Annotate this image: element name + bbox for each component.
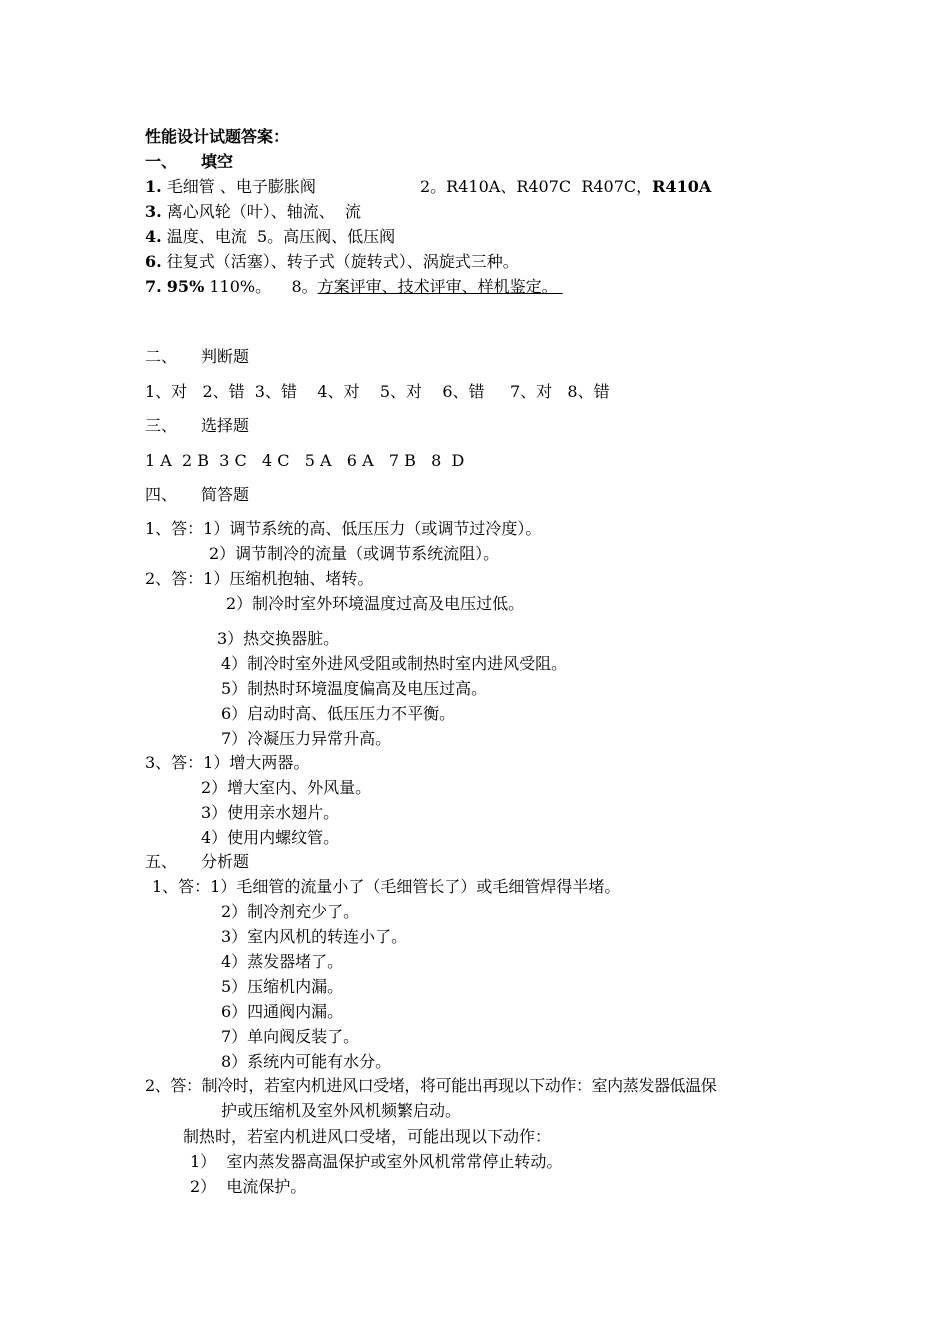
fill-line-5-number: 7. [145, 277, 162, 296]
fill-line-3 [145, 227, 395, 247]
analysis-line: 3）室内风机的转连小了。 [221, 927, 408, 946]
section-2-number: 二、 [145, 347, 178, 366]
fill-line-4 [145, 252, 519, 272]
short-answer-line: 2、答：1）压缩机抱轴、堵转。 [145, 569, 374, 588]
fill-line-1-answer-2-text: 2。R410A、R407C R407C， [420, 177, 653, 196]
short-answer-line: 5）制热时环境温度偏高及电压过高。 [221, 679, 488, 698]
section-4-number: 四、 [145, 485, 178, 504]
fill-line-2 [145, 202, 361, 222]
fill-line-5-text: 110%。 8。 [204, 277, 318, 296]
section-4-heading: 简答题 [201, 485, 250, 504]
analysis-line: 4）蒸发器堵了。 [221, 952, 344, 971]
section-5-number: 五、 [145, 852, 178, 871]
analysis-line: 1、答：1）毛细管的流量小了（毛细管长了）或毛细管焊得半堵。 [152, 877, 621, 896]
short-answer-line: 7）冷凝压力异常升高。 [221, 729, 392, 748]
choice-answers: 1 A 2 B 3 C 4 C 5 A 6 A 7 B 8 D [145, 451, 465, 470]
fill-line-5 [145, 277, 563, 297]
section-2-heading: 判断题 [201, 347, 250, 366]
analysis-line: 制热时，若室内机进风口受堵，可能出现以下动作： [183, 1127, 552, 1146]
analysis-line: 护或压缩机及室外风机频繁启动。 [221, 1101, 462, 1120]
analysis-line: 1） 室内蒸发器高温保护或室外风机常常停止转动。 [190, 1152, 563, 1171]
short-answer-line: 3）热交换器脏。 [217, 629, 340, 648]
short-answer-line: 4）制冷时室外进风受阻或制热时室内进风受阻。 [221, 654, 568, 673]
analysis-line: 8）系统内可能有水分。 [221, 1052, 392, 1071]
analysis-line: 5）压缩机内漏。 [221, 977, 344, 996]
analysis-line: 6）四通阀内漏。 [221, 1002, 344, 1021]
fill-line-1-text: 毛细管 、电子膨胀阀 [166, 177, 316, 196]
section-1-heading: 填空 [201, 152, 234, 171]
short-answer-line: 2）调节制冷的流量（或调节系统流阻）。 [209, 544, 500, 563]
fill-line-3-number: 4. [145, 227, 162, 246]
analysis-line: 2、答：制冷时，若室内机进风口受堵，将可能出再现以下动作：室内蒸发器低温保 [145, 1076, 717, 1095]
fill-line-1 [145, 177, 316, 197]
analysis-line: 2）制冷剂充少了。 [221, 902, 360, 921]
section-3-number: 三、 [145, 416, 178, 435]
short-answer-line: 2）增大室内、外风量。 [201, 778, 372, 797]
section-5-heading: 分析题 [201, 852, 250, 871]
analysis-line: 2） 电流保护。 [190, 1177, 307, 1196]
analysis-line: 7）单向阀反装了。 [221, 1027, 360, 1046]
short-answer-line: 6）启动时高、低压压力不平衡。 [221, 704, 456, 723]
fill-line-2-number: 3. [145, 202, 162, 221]
fill-line-3-text: 温度、电流 5。高压阀、低压阀 [166, 227, 396, 246]
fill-line-1-answer-2 [420, 177, 711, 197]
short-answer-line: 3）使用亲水翅片。 [201, 803, 340, 822]
fill-line-5-percent: 95% [166, 277, 205, 296]
short-answer-line: 1、答：1）调节系统的高、低压压力（或调节过冷度）。 [145, 519, 542, 538]
judgement-answers: 1、对 2、错 3、错 4、对 5、对 6、错 7、对 8、错 [145, 382, 610, 401]
fill-line-2-text: 离心风轮（叶）、轴流、 流 [166, 202, 361, 221]
short-answer-line: 2）制冷时室外环境温度过高及电压过低。 [226, 594, 525, 613]
fill-line-1-number: 1. [145, 177, 162, 196]
fill-line-4-number: 6. [145, 252, 162, 271]
fill-line-4-text: 往复式（活塞）、转子式（旋转式）、涡旋式三种。 [166, 252, 519, 271]
short-answer-line: 4）使用内螺纹管。 [201, 828, 340, 847]
section-1-number: 一、 [145, 152, 178, 171]
section-3-heading: 选择题 [201, 416, 250, 435]
fill-line-5-underlined: 方案评审、技术评审、样机鉴定。 [317, 277, 563, 296]
document-title: 性能设计试题答案： [145, 127, 290, 146]
short-answer-line: 3、答：1）增大两器。 [145, 753, 310, 772]
fill-line-1-answer-2-bold: R410A [652, 177, 712, 196]
